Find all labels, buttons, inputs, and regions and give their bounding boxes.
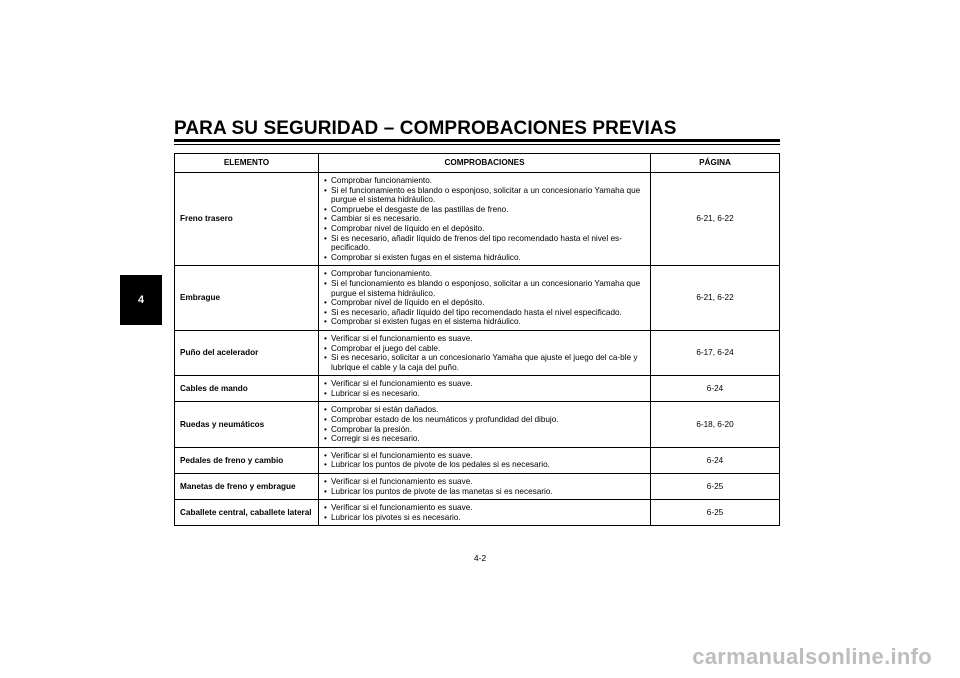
row-element-cell: Puño del acelerador <box>175 330 319 375</box>
check-item: • Comprobar nivel de líquido en el depósito. <box>324 224 645 234</box>
row-checks-cell <box>319 173 651 266</box>
check-item: • Si es necesario, añadir líquido del tipo recomendado hasta el nivel especificado. <box>324 308 645 318</box>
check-item: • Lubricar los pivotes si es necesario. <box>324 513 645 523</box>
check-item: • Comprobar funcionamiento. <box>324 269 645 279</box>
row-page-cell: 6-18, 6-20 <box>651 402 780 447</box>
check-item: • Verificar si el funcionamiento es suave. <box>324 477 645 487</box>
checks-list <box>324 269 645 327</box>
inspection-table <box>174 153 780 526</box>
row-page-cell: 6-21, 6-22 <box>651 173 780 266</box>
chapter-tab: 4 <box>120 275 162 325</box>
check-item: • Si el funcionamiento es blando o esponjoso, solicitar a un concesionario Yamaha que purgue el sistema hidráulico. <box>324 279 645 298</box>
title-rule-thick <box>174 139 780 142</box>
checks-list <box>324 334 645 372</box>
page-title: PARA SU SEGURIDAD – COMPROBACIONES PREVIAS <box>174 118 677 139</box>
check-item: • Si es necesario, solicitar a un concesionario Yamaha que ajuste el juego del ca-ble y lubrique el cable y la caja del puño. <box>324 353 645 372</box>
row-page-cell: 6-24 <box>651 447 780 473</box>
check-item: • Comprobar si existen fugas en el sistema hidráulico. <box>324 253 645 263</box>
row-page-cell: 6-25 <box>651 500 780 526</box>
check-item: • Compruebe el desgaste de las pastillas de freno. <box>324 205 645 215</box>
check-item: • Verificar si el funcionamiento es suave. <box>324 451 645 461</box>
table-row <box>175 500 780 526</box>
title-rule-thin <box>174 144 780 145</box>
check-item: • Comprobar la presión. <box>324 425 645 435</box>
row-page-cell: 6-24 <box>651 376 780 402</box>
checks-list <box>324 477 645 496</box>
table-header-row <box>175 154 780 173</box>
watermark: carmanualsonline.info <box>692 644 932 669</box>
table-body <box>175 173 780 526</box>
check-item: • Corregir si es necesario. <box>324 434 645 444</box>
checks-list <box>324 405 645 443</box>
check-item: • Verificar si el funcionamiento es suave. <box>324 503 645 513</box>
row-checks-cell <box>319 447 651 473</box>
check-item: • Lubricar los puntos de pivote de las manetas si es necesario. <box>324 487 645 497</box>
row-element-cell: Ruedas y neumáticos <box>175 402 319 447</box>
row-checks-cell <box>319 330 651 375</box>
check-item: • Comprobar el juego del cable. <box>324 344 645 354</box>
check-item: • Lubricar si es necesario. <box>324 389 645 399</box>
check-item: • Comprobar nivel de líquido en el depósito. <box>324 298 645 308</box>
row-element-cell: Pedales de freno y cambio <box>175 447 319 473</box>
row-checks-cell <box>319 376 651 402</box>
row-checks-cell <box>319 402 651 447</box>
row-page-cell: 6-21, 6-22 <box>651 266 780 331</box>
check-item: • Comprobar si existen fugas en el sistema hidráulico. <box>324 317 645 327</box>
row-checks-cell <box>319 266 651 331</box>
row-element-cell: Freno trasero <box>175 173 319 266</box>
column-header-page: PÁGINA <box>651 154 780 173</box>
row-page-cell: 6-17, 6-24 <box>651 330 780 375</box>
check-item: • Verificar si el funcionamiento es suave. <box>324 379 645 389</box>
check-item: • Comprobar funcionamiento. <box>324 176 645 186</box>
checks-list <box>324 503 645 522</box>
column-header-element: ELEMENTO <box>175 154 319 173</box>
table-row <box>175 266 780 331</box>
row-checks-cell <box>319 474 651 500</box>
check-item: • Cambiar si es necesario. <box>324 214 645 224</box>
checks-list <box>324 379 645 398</box>
column-header-checks: COMPROBACIONES <box>319 154 651 173</box>
row-element-cell: Cables de mando <box>175 376 319 402</box>
table-row <box>175 330 780 375</box>
check-item: • Comprobar estado de los neumáticos y profundidad del dibujo. <box>324 415 645 425</box>
table-row <box>175 173 780 266</box>
check-item: • Lubricar los puntos de pivote de los pedales si es necesario. <box>324 460 645 470</box>
checks-list <box>324 176 645 262</box>
check-item: • Comprobar si están dañados. <box>324 405 645 415</box>
check-item: • Verificar si el funcionamiento es suave. <box>324 334 645 344</box>
row-element-cell: Embrague <box>175 266 319 331</box>
row-element-cell: Caballete central, caballete lateral <box>175 500 319 526</box>
check-item: • Si es necesario, añadir líquido de frenos del tipo recomendado hasta el nivel es-pecificado. <box>324 234 645 253</box>
table-row <box>175 447 780 473</box>
row-checks-cell <box>319 500 651 526</box>
page-number: 4-2 <box>473 553 487 563</box>
table-row <box>175 474 780 500</box>
checks-list <box>324 451 645 470</box>
check-item: • Si el funcionamiento es blando o esponjoso, solicitar a un concesionario Yamaha que purgue el sistema hidráulico. <box>324 186 645 205</box>
row-element-cell: Manetas de freno y embrague <box>175 474 319 500</box>
row-page-cell: 6-25 <box>651 474 780 500</box>
table-row <box>175 402 780 447</box>
table-row <box>175 376 780 402</box>
